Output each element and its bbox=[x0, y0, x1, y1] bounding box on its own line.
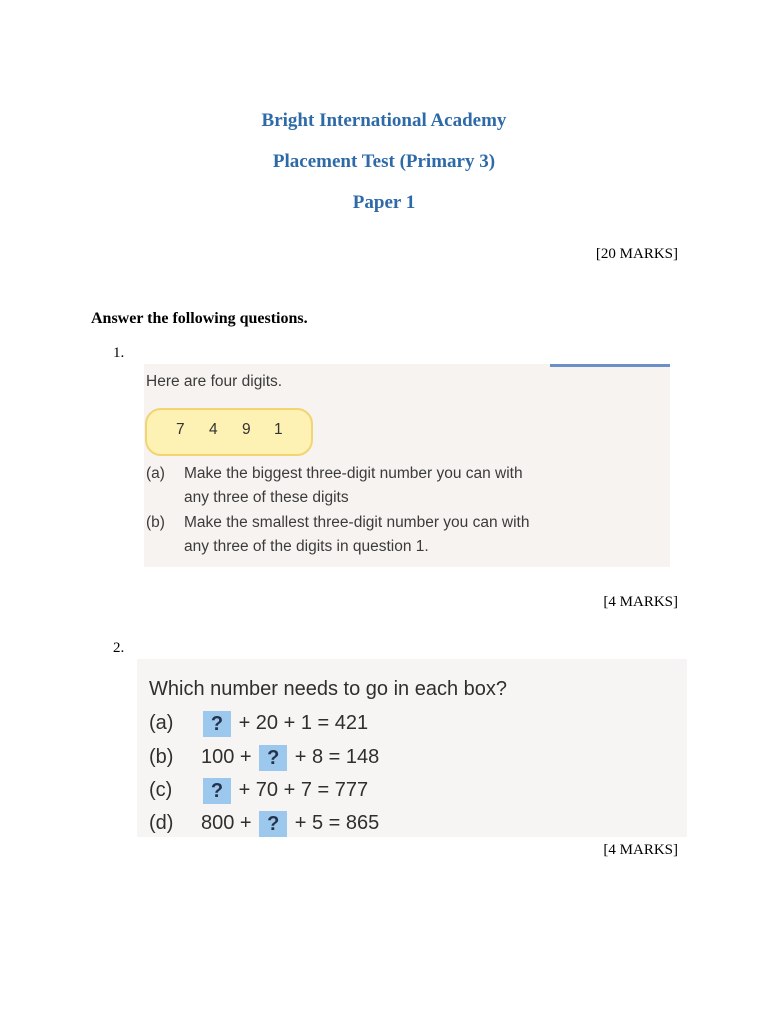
row-label: (a) bbox=[149, 712, 174, 734]
question-1-part-b bbox=[146, 511, 529, 559]
answer-box: ? bbox=[259, 811, 287, 837]
equation-text: 100 + bbox=[201, 746, 252, 768]
row-label: (b) bbox=[149, 746, 174, 768]
school-name: Bright International Academy bbox=[261, 110, 507, 131]
digit: 4 bbox=[209, 421, 218, 438]
question-2-row-b bbox=[149, 743, 379, 771]
answer-box: ? bbox=[259, 745, 287, 771]
question-1-image bbox=[144, 364, 670, 567]
answer-box: ? bbox=[203, 778, 231, 804]
part-text: Make the smallest three-digit number you can with bbox=[184, 514, 530, 531]
question-2-number: 2. bbox=[113, 640, 125, 656]
digit: 9 bbox=[242, 421, 251, 438]
part-label: (b) bbox=[146, 514, 165, 531]
part-text: Make the biggest three-digit number you can with bbox=[184, 465, 523, 482]
part-text: any three of these digits bbox=[184, 489, 349, 506]
part-label: (a) bbox=[146, 465, 165, 482]
test-title: Placement Test (Primary 3) bbox=[272, 151, 496, 172]
paper-title: Paper 1 bbox=[352, 192, 416, 213]
question-2-title: Which number needs to go in each box? bbox=[149, 678, 507, 700]
row-label: (d) bbox=[149, 812, 174, 834]
answer-box: ? bbox=[203, 711, 231, 737]
question-2-row-d bbox=[149, 809, 379, 837]
question-1-part-a bbox=[146, 462, 523, 510]
row-label: (c) bbox=[149, 779, 173, 801]
question-2-row-c bbox=[149, 776, 368, 804]
instruction: Answer the following questions. bbox=[91, 310, 308, 327]
decorative-line bbox=[550, 364, 670, 367]
question-1-marks: [4 MARKS] bbox=[603, 594, 678, 610]
equation-text: + 8 = 148 bbox=[294, 746, 380, 768]
digit: 1 bbox=[274, 421, 283, 438]
question-2-image bbox=[137, 659, 687, 837]
digits-panel bbox=[145, 408, 313, 456]
part-text: any three of the digits in question 1. bbox=[184, 538, 429, 555]
digit: 7 bbox=[176, 421, 185, 438]
question-2-row-a bbox=[149, 709, 368, 737]
equation-text: + 5 = 865 bbox=[294, 812, 380, 834]
equation-text: + 20 + 1 = 421 bbox=[238, 712, 369, 734]
question-1-number: 1. bbox=[113, 345, 125, 361]
equation-text: 800 + bbox=[201, 812, 252, 834]
total-marks: [20 MARKS] bbox=[595, 246, 678, 262]
question-2-marks: [4 MARKS] bbox=[603, 842, 678, 858]
question-1-intro: Here are four digits. bbox=[146, 373, 283, 390]
equation-text: + 70 + 7 = 777 bbox=[238, 779, 369, 801]
